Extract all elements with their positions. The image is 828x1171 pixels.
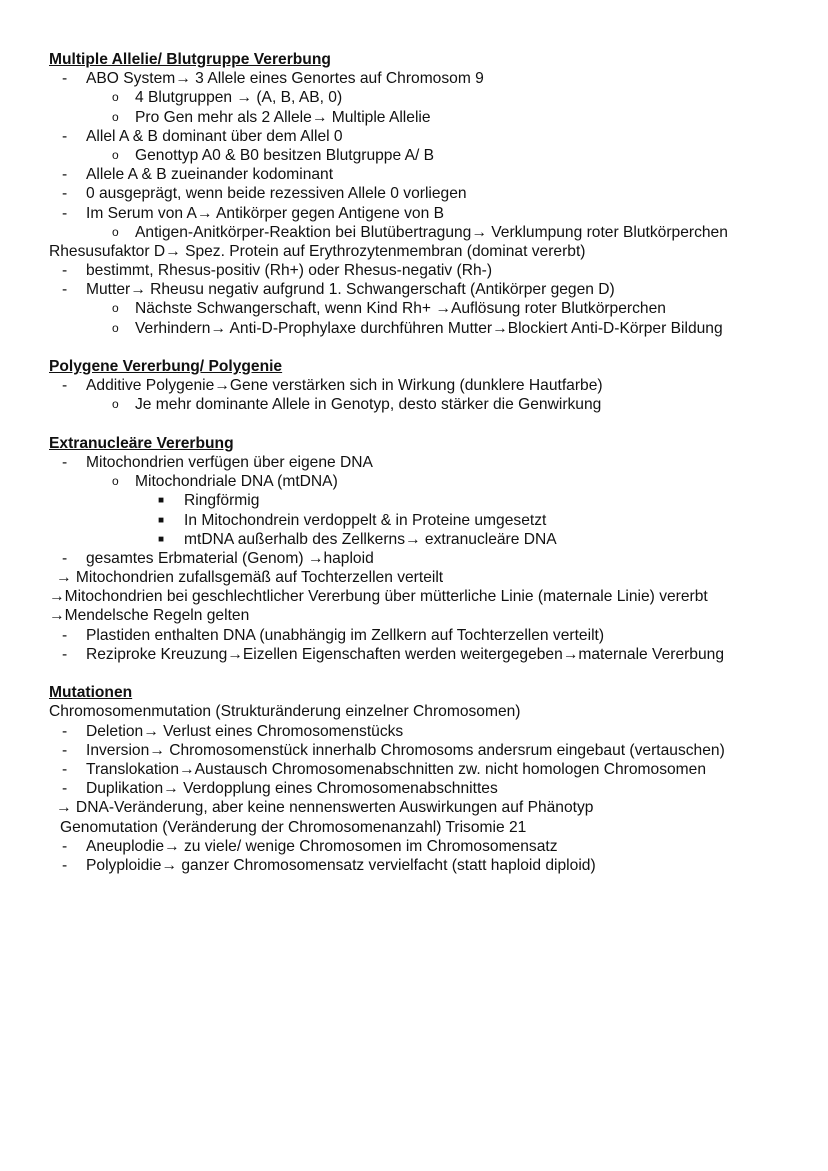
- line-text: Je mehr dominante Allele in Genotyp, desto stärker die Genwirkung: [135, 396, 602, 414]
- heading-text: Multiple Allelie/ Blutgruppe Vererbung: [49, 51, 331, 68]
- circle-bullet-icon: o: [112, 90, 119, 105]
- dash-bullet-icon: -: [62, 780, 68, 798]
- line-text: Translokation→Austausch Chromosomenabschnitten zw. nicht homologen Chromosomen: [86, 760, 707, 778]
- circle-bullet-icon: o: [112, 147, 119, 162]
- text-line: [0, 818, 828, 837]
- line-text: Additive Polygenie→Gene verstärken sich in Wirkung (dunklere Hautfarbe): [86, 377, 603, 395]
- text-line: [0, 184, 828, 203]
- line-text: Rhesusufaktor D→ Spez. Protein auf Erythrozytenmembran (dominat vererbt): [49, 242, 586, 260]
- text-line: [0, 165, 828, 184]
- text-line: [0, 491, 828, 510]
- line-text: Mutter→ Rheusu negativ aufgrund 1. Schwangerschaft (Antikörper gegen D): [86, 281, 615, 299]
- section-heading: [0, 683, 828, 702]
- line-text: Verhindern→ Anti-D-Prophylaxe durchführen Mutter→Blockiert Anti-D-Körper Bildung: [135, 319, 723, 337]
- dash-bullet-icon: -: [62, 760, 68, 778]
- text-line: [0, 299, 828, 318]
- dash-bullet-icon: -: [62, 645, 68, 663]
- line-text: Polyploidie→ ganzer Chromosomensatz vervielfacht (statt haploid diploid): [86, 856, 596, 874]
- line-text: Pro Gen mehr als 2 Allele→ Multiple Allelie: [135, 108, 431, 126]
- line-text: Reziproke Kreuzung→Eizellen Eigenschaften werden weitergegeben→maternale Vererbung: [86, 645, 724, 663]
- line-text: Im Serum von A→ Antikörper gegen Antigene von B: [86, 204, 445, 222]
- line-text: Aneuplodie→ zu viele/ wenige Chromosomen im Chromosomensatz: [86, 837, 558, 855]
- line-text: Allel A & B dominant über dem Allel 0: [86, 127, 343, 145]
- dash-bullet-icon: -: [62, 741, 68, 759]
- text-line: [0, 837, 828, 856]
- line-text: gesamtes Erbmaterial (Genom) →haploid: [86, 549, 374, 567]
- blank-line: [0, 415, 828, 434]
- text-line: [0, 319, 828, 338]
- section-heading: [0, 50, 828, 69]
- line-text: Duplikation→ Verdopplung eines Chromosomenabschnittes: [86, 780, 498, 798]
- text-line: [0, 108, 828, 127]
- text-line: [0, 376, 828, 395]
- line-text: Plastiden enthalten DNA (unabhängig im Zellkern auf Tochterzellen verteilt): [86, 626, 605, 644]
- line-text: Ringförmig: [184, 492, 260, 510]
- text-line: [0, 722, 828, 741]
- text-line: [0, 587, 828, 606]
- dash-bullet-icon: -: [62, 856, 68, 874]
- text-line: [0, 798, 828, 817]
- text-line: [0, 88, 828, 107]
- line-text: 0 ausgeprägt, wenn beide rezessiven Allele 0 vorliegen: [86, 185, 467, 203]
- line-text: Deletion→ Verlust eines Chromosomenstücks: [86, 722, 404, 740]
- text-line: [0, 779, 828, 798]
- line-text: In Mitochondrein verdoppelt & in Proteine umgesetzt: [184, 511, 547, 529]
- dash-bullet-icon: -: [62, 377, 68, 395]
- text-line: [0, 280, 828, 299]
- square-bullet-icon: ■: [158, 533, 165, 545]
- text-line: [0, 760, 828, 779]
- text-line: [0, 69, 828, 88]
- dash-bullet-icon: -: [62, 453, 68, 471]
- text-line: [0, 530, 828, 549]
- line-text: Antigen-Anitkörper-Reaktion bei Blutübertragung→ Verklumpung roter Blutkörperchen: [135, 223, 728, 241]
- dash-bullet-icon: -: [62, 281, 68, 299]
- line-text: Genomutation (Veränderung der Chromosomenanzahl) Trisomie 21: [60, 818, 527, 836]
- heading-text: Mutationen: [49, 684, 133, 702]
- dash-bullet-icon: -: [62, 837, 68, 855]
- dash-bullet-icon: -: [62, 262, 68, 280]
- text-line: [0, 223, 828, 242]
- text-line: [0, 856, 828, 875]
- line-text: 4 Blutgruppen → (A, B, AB, 0): [135, 89, 343, 107]
- heading-text: Extranucleäre Vererbung: [49, 434, 234, 452]
- line-text: → Mitochondrien zufallsgemäß auf Tochterzellen verteilt: [56, 569, 444, 587]
- document-page: [0, 50, 828, 875]
- text-line: [0, 606, 828, 625]
- line-text: Chromosomenmutation (Strukturänderung einzelner Chromosomen): [49, 703, 521, 721]
- text-line: [0, 472, 828, 491]
- text-line: [0, 127, 828, 146]
- text-line: [0, 549, 828, 568]
- text-line: [0, 626, 828, 645]
- line-text: Mitochondriale DNA (mtDNA): [135, 473, 338, 491]
- text-line: [0, 242, 828, 261]
- text-line: [0, 261, 828, 280]
- heading-text: Polygene Vererbung/ Polygenie: [49, 358, 283, 375]
- square-bullet-icon: ■: [158, 495, 165, 507]
- circle-bullet-icon: o: [112, 397, 119, 412]
- line-text: Inversion→ Chromosomenstück innerhalb Chromosoms andersrum eingebaut (vertauschen): [86, 741, 725, 759]
- dash-bullet-icon: -: [62, 549, 68, 567]
- text-line: [0, 702, 828, 721]
- line-text: →Mitochondrien bei geschlechtlicher Vererbung über mütterliche Linie (maternale Linie) vererbt: [49, 588, 708, 606]
- line-text: →Mendelsche Regeln gelten: [49, 607, 250, 625]
- text-line: [0, 568, 828, 587]
- text-line: [0, 453, 828, 472]
- circle-bullet-icon: o: [112, 109, 119, 124]
- line-text: ABO System→ 3 Allele eines Genortes auf Chromosom 9: [86, 70, 484, 88]
- blank-line: [0, 338, 828, 357]
- dash-bullet-icon: -: [62, 185, 68, 203]
- line-text: Genottyp A0 & B0 besitzen Blutgruppe A/ B: [135, 146, 435, 164]
- blank-line: [0, 664, 828, 683]
- dash-bullet-icon: -: [62, 626, 68, 644]
- dash-bullet-icon: -: [62, 70, 68, 88]
- circle-bullet-icon: o: [112, 320, 119, 335]
- text-line: [0, 511, 828, 530]
- circle-bullet-icon: o: [112, 474, 119, 489]
- line-text: → DNA-Veränderung, aber keine nennenswerten Auswirkungen auf Phänotyp: [56, 799, 594, 817]
- dash-bullet-icon: -: [62, 722, 68, 740]
- text-line: [0, 741, 828, 760]
- line-text: Mitochondrien verfügen über eigene DNA: [86, 453, 373, 471]
- circle-bullet-icon: o: [112, 224, 119, 239]
- square-bullet-icon: ■: [158, 514, 165, 526]
- section-heading: [0, 434, 828, 453]
- dash-bullet-icon: -: [62, 127, 68, 145]
- text-line: [0, 645, 828, 664]
- line-text: bestimmt, Rhesus-positiv (Rh+) oder Rhesus-negativ (Rh-): [86, 262, 493, 280]
- text-line: [0, 204, 828, 223]
- line-text: mtDNA außerhalb des Zellkerns→ extranucleäre DNA: [184, 530, 557, 548]
- dash-bullet-icon: -: [62, 204, 68, 222]
- text-line: [0, 395, 828, 414]
- line-text: Allele A & B zueinander kodominant: [86, 166, 334, 184]
- section-heading: [0, 357, 828, 376]
- text-line: [0, 146, 828, 165]
- circle-bullet-icon: o: [112, 301, 119, 316]
- line-text: Nächste Schwangerschaft, wenn Kind Rh+ →Auflösung roter Blutkörperchen: [135, 300, 666, 318]
- dash-bullet-icon: -: [62, 166, 68, 184]
